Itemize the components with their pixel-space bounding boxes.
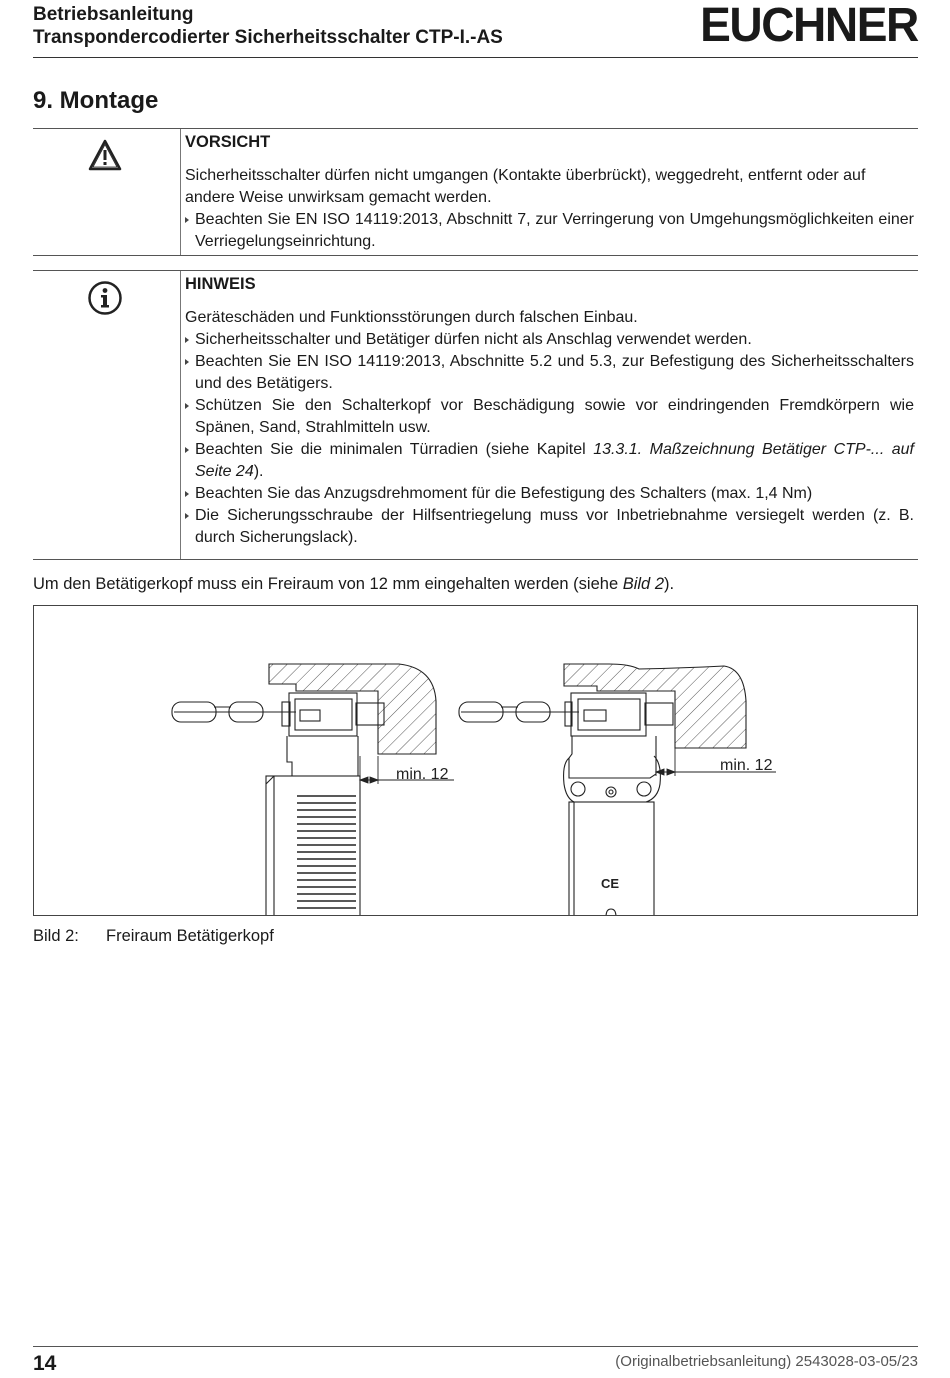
left-switch-body: [266, 736, 360, 916]
notice-bullet: Die Sicherungsschraube der Hilfsentriegelung muss vor Inbetriebnahme versiegelt werden (z. B. durch Sicherungslack).: [185, 505, 914, 549]
notice-bullet-door-radii: [185, 439, 914, 483]
notice-bullet: Schützen Sie den Schalterkopf vor Beschädigung sowie vor eindringenden Fremdkörpern wie Spänen, Sand, Strahlmitteln usw.: [185, 395, 914, 439]
caution-text: Sicherheitsschalter dürfen nicht umgangen (Kontakte überbrückt), weggedreht, entfernt oder auf andere Weise unwirksam gemacht werden.: [185, 167, 866, 206]
caution-box: [33, 128, 918, 256]
header-title: [33, 3, 503, 49]
warning-triangle-icon: [88, 138, 122, 172]
footer-divider: [33, 1346, 918, 1347]
section-title: 9. Montage: [33, 87, 159, 114]
paragraph-suffix: ).: [664, 575, 675, 593]
footer-document-ref: (Originalbetriebsanleitung) 2543028-03-05/23: [615, 1353, 918, 1370]
caution-label: VORSICHT: [185, 133, 271, 151]
notice-bullet-suffix: ).: [253, 463, 264, 480]
paragraph-text: Um den Betätigerkopf muss ein Freiraum von 12 mm eingehalten werden (siehe: [33, 575, 623, 593]
left-chain: [172, 702, 296, 722]
notice-bullet: Sicherheitsschalter und Betätiger dürfen nicht als Anschlag verwendet werden.: [185, 329, 914, 351]
figure-caption: [33, 927, 274, 946]
notice-label: HINWEIS: [185, 275, 256, 293]
info-icon: [88, 281, 122, 315]
right-door-hatch: [564, 664, 746, 748]
notice-text: Geräteschäden und Funktionsstörungen durch falschen Einbau.: [185, 309, 638, 326]
chapter-reference-link[interactable]: 13.3.1. Maßzeichnung Betätiger CTP-... auf Seite 24: [195, 441, 914, 480]
notice-bullet-text: Beachten Sie die minimalen Türradien (siehe Kapitel: [195, 441, 594, 458]
header-divider: [33, 57, 918, 58]
left-switch-head: [282, 693, 384, 736]
notice-bullet: Beachten Sie EN ISO 14119:2013, Abschnitte 5.2 und 5.3, zur Befestigung des Sicherheitsschalters und des Betätigers.: [185, 351, 914, 395]
caution-bullet: Beachten Sie EN ISO 14119:2013, Abschnitt 7, zur Verringerung von Umgehungsmöglichkeiten einer Verriegelungseinrichtung.: [185, 209, 914, 253]
technical-drawing: [34, 606, 918, 916]
notice-box: [33, 270, 918, 560]
right-switch-head: [565, 693, 673, 736]
caption-number: Bild 2:: [33, 927, 79, 945]
ce-mark: CE: [601, 876, 620, 891]
left-dimension-label: min. 12: [396, 766, 449, 783]
right-chain: [459, 702, 579, 722]
clearance-figure: [33, 605, 918, 916]
notice-bullet: Beachten Sie das Anzugsdrehmoment für die Befestigung des Schalters (max. 1,4 Nm): [185, 483, 914, 505]
euchner-logo: EUCHNER: [700, 0, 918, 52]
header-line-1: Betriebsanleitung: [33, 4, 194, 25]
header-line-2: Transpondercodierter Sicherheitsschalter CTP-I.-AS: [33, 27, 503, 48]
right-dimension-label: min. 12: [720, 757, 773, 774]
caption-text: Freiraum Betätigerkopf: [106, 927, 274, 945]
clearance-paragraph: [33, 575, 674, 594]
page-number: 14: [33, 1352, 57, 1375]
figure-reference-link[interactable]: Bild 2: [622, 575, 664, 593]
